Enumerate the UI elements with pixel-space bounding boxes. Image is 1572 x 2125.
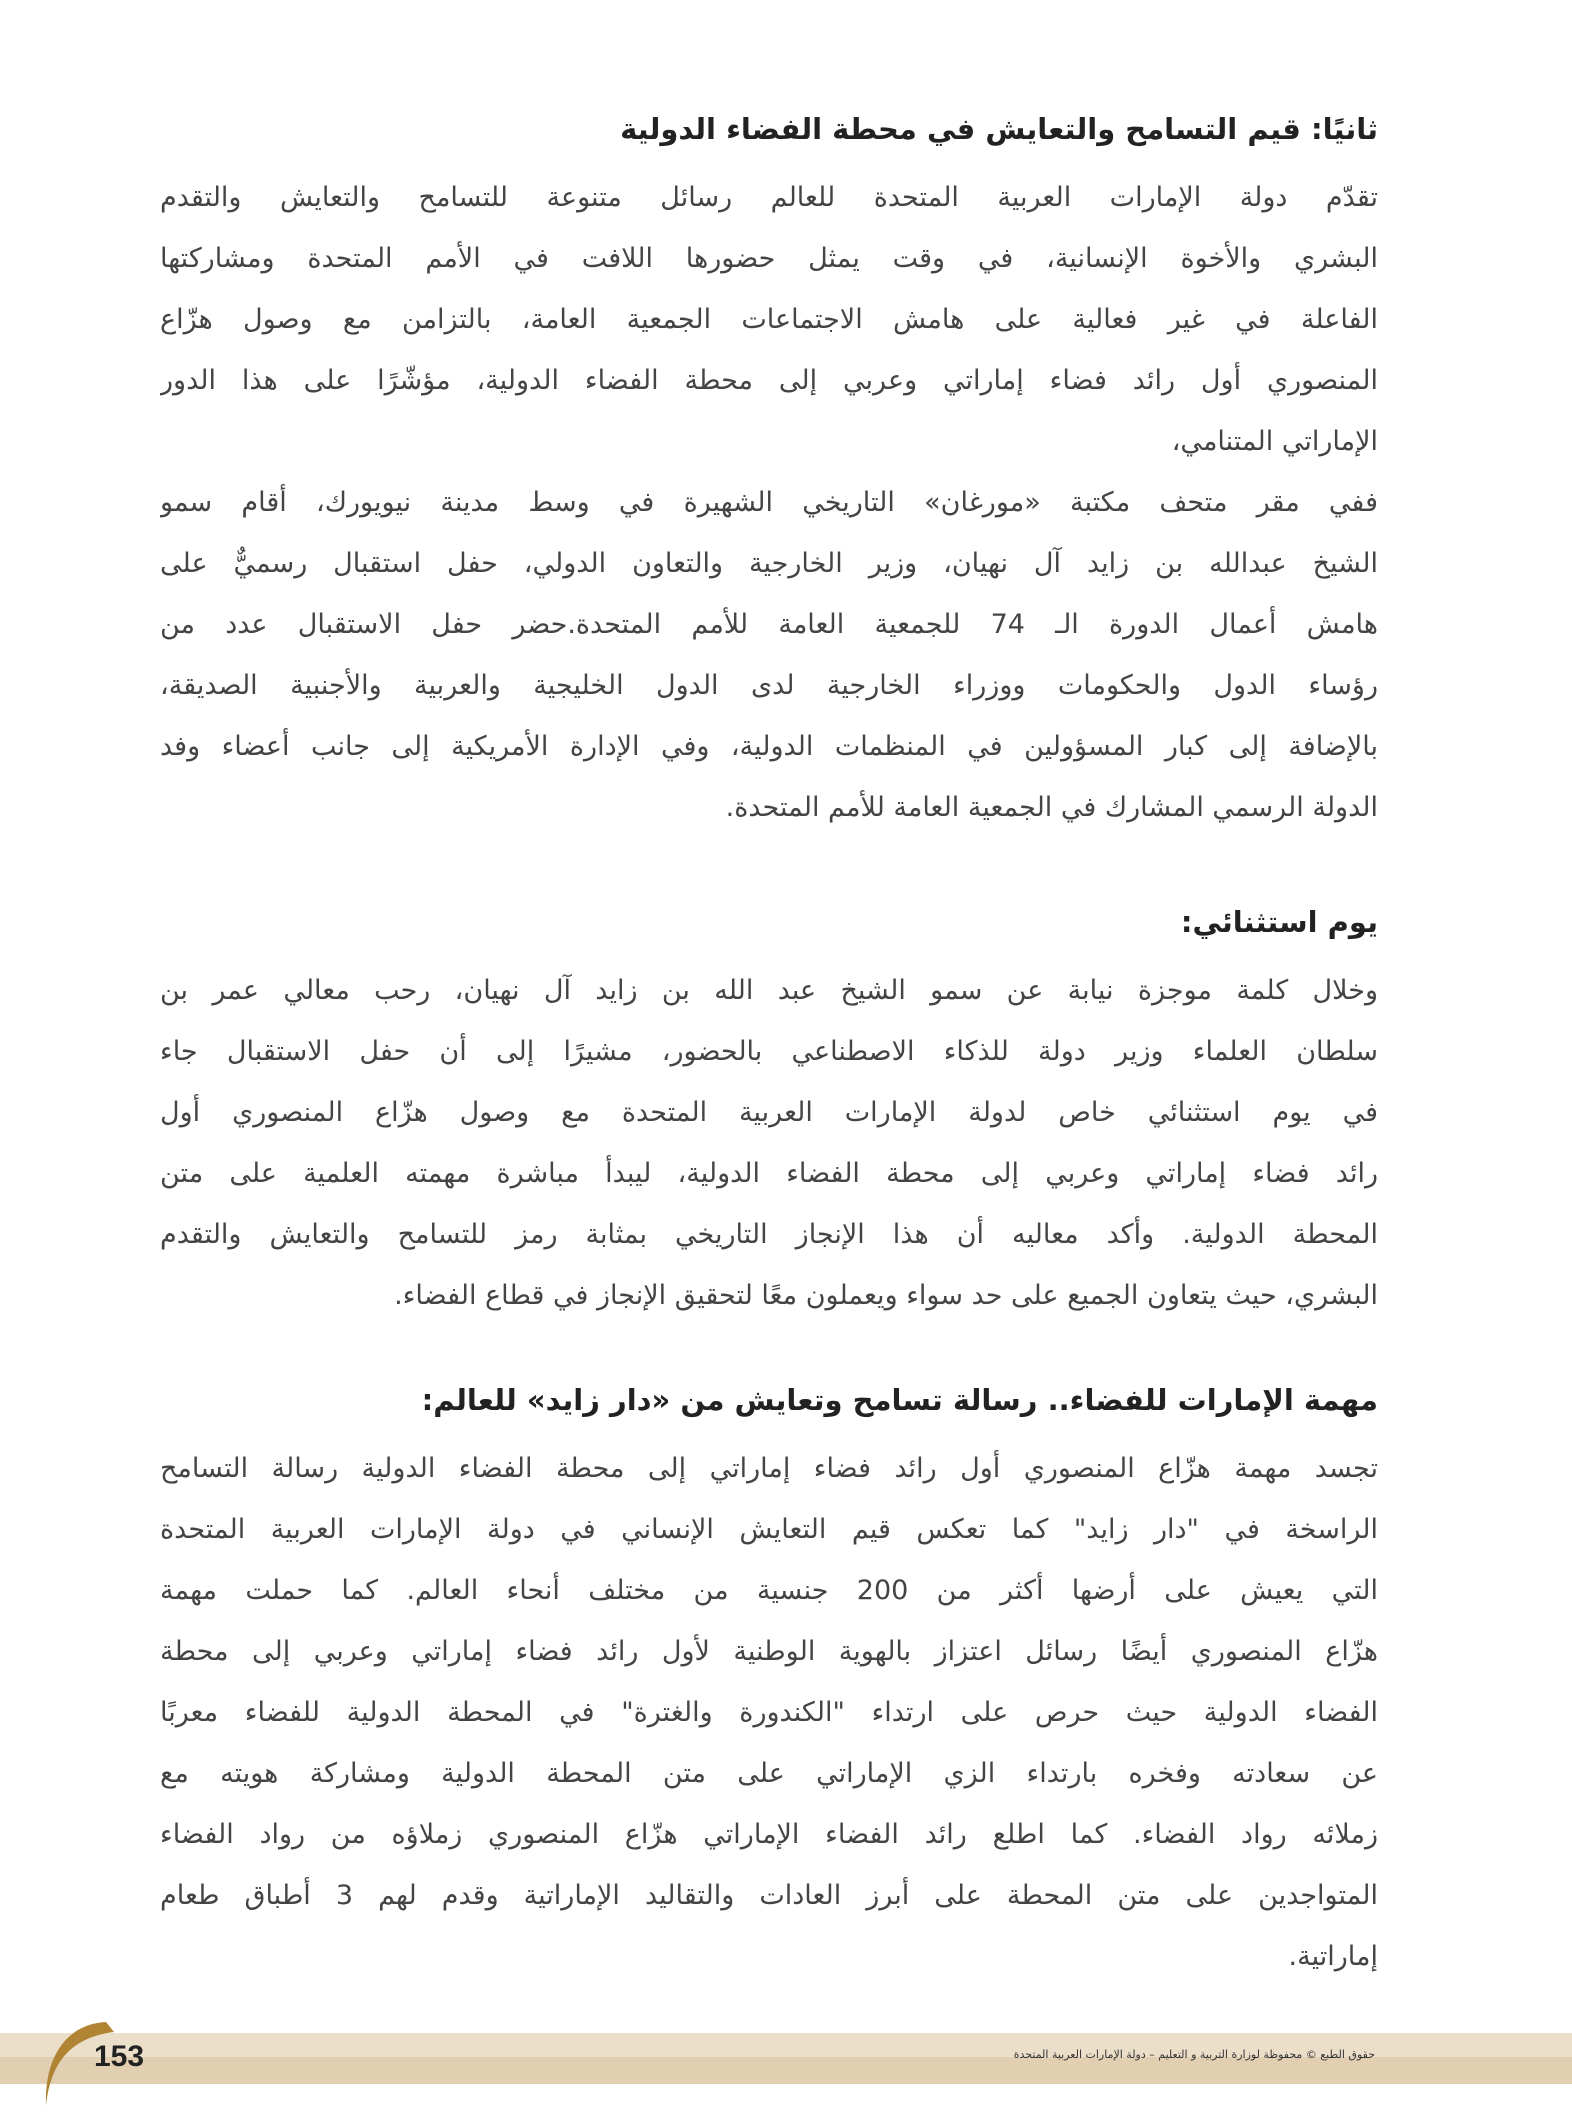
text-line: التي يعيش على أرضها أكثر من 200 جنسية من مختلف أنحاء العالم. كما حملت مهمة bbox=[160, 1575, 1378, 1606]
text-line: ففي مقر متحف مكتبة «مورغان» التاريخي الشهيرة في وسط مدينة نيويورك، أقام سمو bbox=[160, 487, 1378, 518]
text-line: المحطة الدولية. وأكد معاليه أن هذا الإنجاز التاريخي بمثابة رمز للتسامح والتعايش والتقدم bbox=[160, 1219, 1378, 1250]
text-line: الدولة الرسمي المشارك في الجمعية العامة للأمم المتحدة. bbox=[725, 792, 1378, 823]
text-line: عن سعادته وفخره بارتداء الزي الإماراتي على متن المحطة الدولية ومشاركة هويته مع bbox=[160, 1758, 1378, 1789]
text-line: إماراتية. bbox=[1288, 1941, 1378, 1972]
text-line: وخلال كلمة موجزة نيابة عن سمو الشيخ عبد الله بن زايد آل نهيان، رحب معالي عمر بن bbox=[160, 975, 1378, 1006]
section-heading: يوم استثنائي: bbox=[1180, 905, 1378, 939]
page-number: 153 bbox=[94, 2040, 145, 2073]
text-line: في يوم استثنائي خاص لدولة الإمارات العربية المتحدة مع وصول هزّاع المنصوري أول bbox=[160, 1097, 1378, 1128]
section-heading: ثانيًا: قيم التسامح والتعايش في محطة الفضاء الدولية bbox=[620, 112, 1378, 146]
text-line: رؤساء الدول والحكومات ووزراء الخارجية لدى الدول الخليجية والعربية والأجنبية الصديقة، bbox=[160, 670, 1378, 701]
text-line: هامش أعمال الدورة الـ 74 للجمعية العامة للأمم المتحدة.حضر حفل الاستقبال عدد من bbox=[160, 609, 1378, 640]
section-heading: مهمة الإمارات للفضاء.. رسالة تسامح وتعايش من «دار زايد» للعالم: bbox=[421, 1383, 1378, 1417]
text-line: البشري والأخوة الإنسانية، في وقت يمثل حضورها اللافت في الأمم المتحدة ومشاركتها bbox=[160, 243, 1378, 274]
text-line: الشيخ عبدالله بن زايد آل نهيان، وزير الخارجية والتعاون الدولي، حفل استقبال رسميٌّ على bbox=[160, 548, 1378, 579]
text-line: رائد فضاء إماراتي وعربي إلى محطة الفضاء الدولية، ليبدأ مباشرة مهمته العلمية على متن bbox=[160, 1158, 1378, 1189]
paragraph bbox=[160, 472, 1378, 838]
text-line: المتواجدين على متن المحطة على أبرز العادات والتقاليد الإماراتية وقدم لهم 3 أطباق طعام bbox=[160, 1880, 1378, 1911]
text-line: هزّاع المنصوري أيضًا رسائل اعتزاز بالهوية الوطنية لأول رائد فضاء إماراتي وعربي إلى محطة bbox=[160, 1636, 1378, 1667]
text-line: الفضاء الدولية حيث حرص على ارتداء "الكندورة والغترة" في المحطة الدولية للفضاء معربًا bbox=[160, 1697, 1378, 1728]
footer-band-lower bbox=[0, 2057, 1572, 2084]
text-line: البشري، حيث يتعاون الجميع على حد سواء ويعملون معًا لتحقيق الإنجاز في قطاع الفضاء. bbox=[394, 1280, 1378, 1311]
paragraph bbox=[160, 1438, 1378, 1987]
text-line: سلطان العلماء وزير دولة للذكاء الاصطناعي بالحضور، مشيرًا إلى أن حفل الاستقبال جاء bbox=[160, 1036, 1378, 1067]
text-line: الإماراتي المتنامي، bbox=[1171, 426, 1378, 457]
paragraph bbox=[160, 960, 1378, 1326]
paragraph bbox=[160, 167, 1378, 472]
copyright-text: حقوق الطبع © محفوظة لوزارة التربية و التعليم – دولة الإمارات العربية المتحدة bbox=[1013, 2048, 1375, 2061]
text-line: الراسخة في "دار زايد" كما تعكس قيم التعايش الإنساني في دولة الإمارات العربية المتحدة bbox=[160, 1514, 1378, 1545]
text-line: بالإضافة إلى كبار المسؤولين في المنظمات الدولية، وفي الإدارة الأمريكية إلى جانب أعضاء وفد bbox=[160, 731, 1378, 762]
text-line: تقدّم دولة الإمارات العربية المتحدة للعالم رسائل متنوعة للتسامح والتعايش والتقدم bbox=[160, 182, 1378, 213]
text-line: الفاعلة في غير فعالية على هامش الاجتماعات الجمعية العامة، بالتزامن مع وصول هزّاع bbox=[160, 304, 1378, 335]
text-line: تجسد مهمة هزّاع المنصوري أول رائد فضاء إماراتي إلى محطة الفضاء الدولية رسالة التسامح bbox=[160, 1453, 1378, 1484]
text-line: زملائه رواد الفضاء. كما اطلع رائد الفضاء الإماراتي هزّاع المنصوري زملاؤه من رواد الفضاء bbox=[160, 1819, 1378, 1850]
text-line: المنصوري أول رائد فضاء إماراتي وعربي إلى محطة الفضاء الدولية، مؤشّرًا على هذا الدور bbox=[160, 365, 1378, 396]
